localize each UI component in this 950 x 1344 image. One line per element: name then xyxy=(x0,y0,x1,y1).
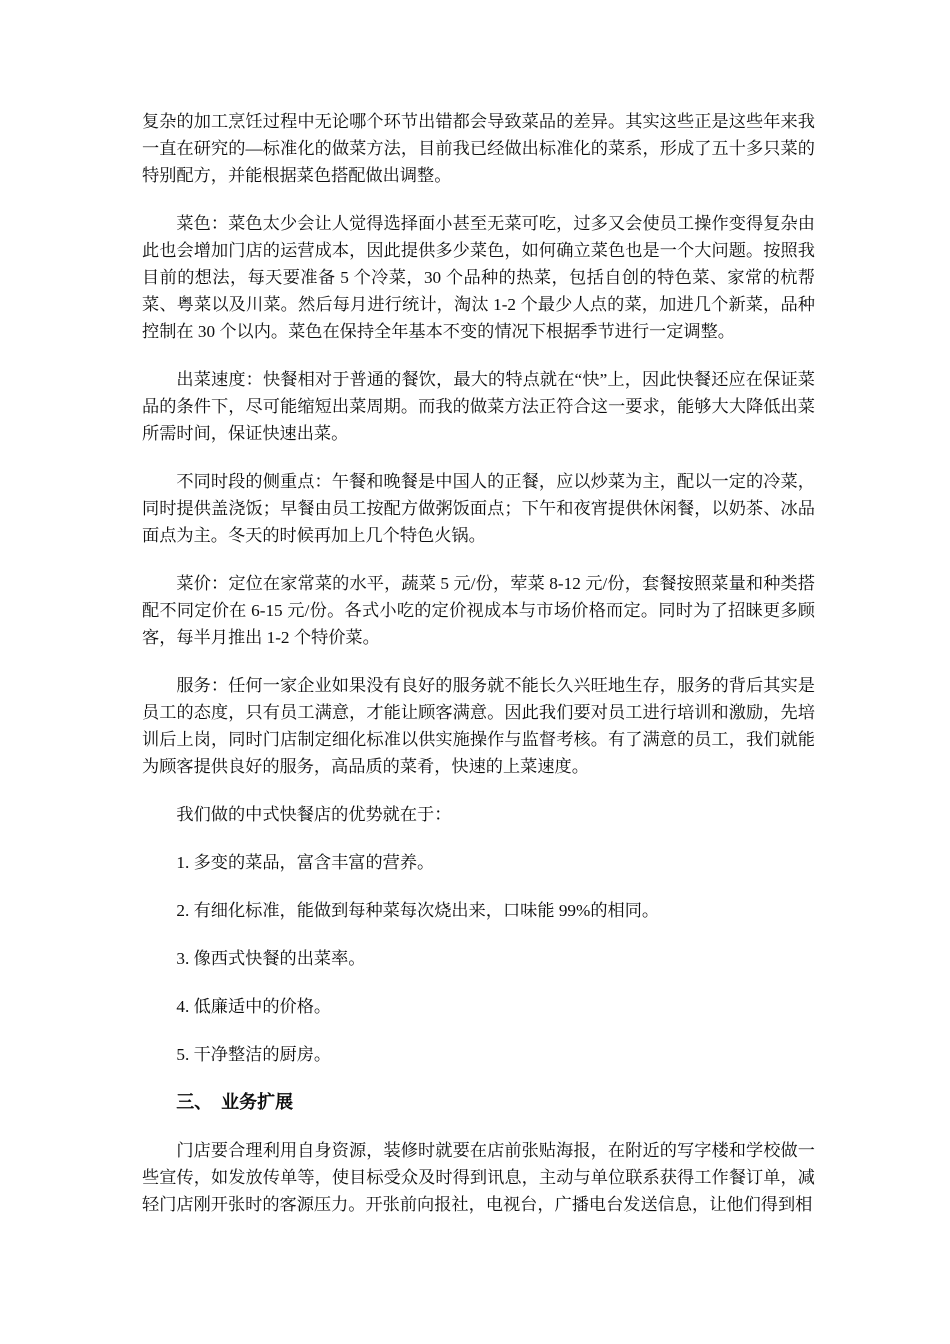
advantage-item-3: 3. 像西式快餐的出菜率。 xyxy=(176,949,366,968)
paragraph-business-expansion: 门店要合理利用自身资源，装修时就要在店前张贴海报，在附近的写字楼和学校做一些宣传，如发放传单等，使目标受众及时得到讯息，主动与单位联系获得工作餐订单，减轻门店刚开张时的客源压力。开张前向报社，电视台，广播电台发送信息，让他们得到相 xyxy=(142,1141,815,1214)
paragraph-continuation: 复杂的加工烹饪过程中无论哪个环节出错都会导致菜品的差异。其实这些正是这些年来我一直在研究的—标准化的做菜方法，目前我已经做出标准化的菜系，形成了五十多只菜的特别配方，并能根据菜色搭配做出调整。 xyxy=(142,112,815,185)
advantage-item-2: 2. 有细化标准，能做到每种菜每次烧出来，口味能 99%的相同。 xyxy=(176,901,660,920)
document-body xyxy=(142,108,815,1218)
paragraph-dish-variety: 菜色：菜色太少会让人觉得选择面小甚至无菜可吃，过多又会使员工操作变得复杂由此也会增加门店的运营成本，因此提供多少菜色，如何确立菜色也是一个大问题。按照我目前的想法，每天要准备 5 个冷菜，30 个品种的热菜，包括自创的特色菜、家常的杭帮菜、粤菜以及川菜。然后每月进行统计，淘汰 1-2 个最少人点的菜，加进几个新菜，品种控制在 30 个以内。菜色在保持全年基本不变的情况下根据季节进行一定调整。 xyxy=(142,214,815,341)
paragraph-service: 服务：任何一家企业如果没有良好的服务就不能长久兴旺地生存，服务的背后其实是员工的态度，只有员工满意，才能让顾客满意。因此我们要对员工进行培训和激励，先培训后上岗，同时门店制定细化标准以供实施操作与监督考核。有了满意的员工，我们就能为顾客提供良好的服务，高品质的菜肴，快速的上菜速度。 xyxy=(142,676,815,776)
section-heading-business-expansion: 三、 业务扩展 xyxy=(176,1092,294,1112)
advantages-intro: 我们做的中式快餐店的优势就在于： xyxy=(176,805,452,824)
advantage-item-4: 4. 低廉适中的价格。 xyxy=(176,997,332,1016)
paragraph-serving-speed: 出菜速度：快餐相对于普通的餐饮，最大的特点就在“快”上，因此快餐还应在保证菜品的条件下，尽可能缩短出菜周期。而我的做菜方法正符合这一要求，能够大大降低出菜所需时间，保证快速出菜。 xyxy=(142,370,815,443)
paragraph-pricing: 菜价：定位在家常菜的水平，蔬菜 5 元/份，荤菜 8-12 元/份，套餐按照菜量和种类搭配不同定价在 6-15 元/份。各式小吃的定价视成本与市场价格而定。同时为了招睐更多顾客，每半月推出 1-2 个特价菜。 xyxy=(142,574,815,647)
advantage-item-5: 5. 干净整洁的厨房。 xyxy=(176,1045,332,1064)
paragraph-time-period-focus: 不同时段的侧重点：午餐和晚餐是中国人的正餐，应以炒菜为主，配以一定的冷菜，同时提供盖浇饭；早餐由员工按配方做粥饭面点；下午和夜宵提供休闲餐，以奶茶、冰品面点为主。冬天的时候再加上几个特色火锅。 xyxy=(142,472,815,545)
advantage-item-1: 1. 多变的菜品，富含丰富的营养。 xyxy=(176,853,435,872)
